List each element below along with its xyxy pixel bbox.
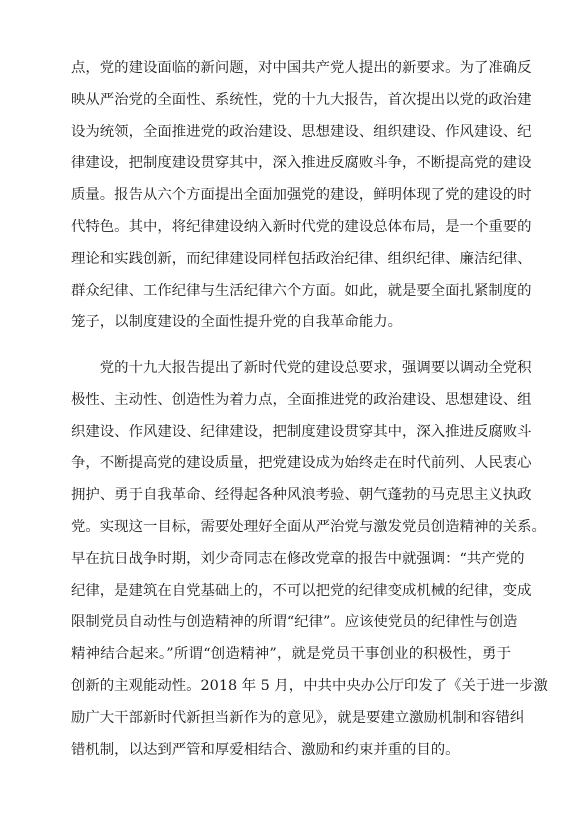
- text-line: 代特色。其中，将纪律建设纳入新时代党的建设总体布局，是一个重要的: [71, 218, 532, 235]
- text-line: 纪律，是建筑在自党基础上的，不可以把党的纪律变成机械的纪律，变成: [71, 582, 532, 599]
- text-line: 拥护、勇于自我革命、经得起各种风浪考验、朝气蓬勃的马克思主义执政: [71, 487, 532, 504]
- text-line: 早在抗日战争时期，刘少奇同志在修改党章的报告中就强调：“共产党的: [71, 550, 525, 567]
- text-line: 质量。报告从六个方面提出全面加强党的建设，鲜明体现了党的建设的时: [71, 187, 532, 204]
- text-line: 群众纪律、工作纪律与生活纪律六个方面。如此，就是要全面扎紧制度的: [71, 282, 532, 299]
- text-line: 精神结合起来。”所谓“创造精神”，就是党员干事创业的积极性，勇于: [71, 646, 511, 663]
- text-line: 理论和实践创新，而纪律建设同样包括政治纪律、组织纪律、廉洁纪律、: [71, 250, 532, 267]
- text-line: 点，党的建设面临的新问题，对中国共产党人提出的新要求。为了准确反: [71, 60, 532, 76]
- text-line: 映从严治党的全面性、系统性，党的十九大报告，首次提出以党的政治建: [71, 91, 532, 108]
- text-line: 党的十九大报告提出了新时代党的建设总要求，强调要以调动全党积: [71, 360, 532, 376]
- text-line: 限制党员自动性与创造精神的所谓“纪律”。应该使党员的纪律性与创造: [71, 614, 518, 631]
- text-line: 织建设、作风建设、纪律建设，把制度建设贯穿其中，深入推进反腐败斗: [71, 423, 532, 440]
- text-line: 党。实现这一目标，需要处理好全面从严治党与激发党员创造精神的关系。: [71, 518, 546, 535]
- text-line: 律建设，把制度建设贯穿其中，深入推进反腐败斗争，不断提高党的建设: [71, 155, 532, 172]
- paragraph-1: [71, 53, 532, 339]
- text-line: 极性、主动性、创造性为着力点，全面推进党的政治建设、思想建设、组: [71, 391, 532, 408]
- text-line: 错机制，以达到严管和厚爱相结合、激励和约束并重的目的。: [71, 741, 460, 758]
- text-line: 设为统领，全面推进党的政治建设、思想建设、组织建设、作风建设、纪: [71, 123, 532, 140]
- text-line: 励广大干部新时代新担当新作为的意见》，就是要建立激励机制和容错纠: [71, 709, 525, 726]
- paragraph-2: [71, 353, 548, 766]
- text-line: 争，不断提高党的建设质量，把党建设成为始终走在时代前列、人民衷心: [71, 455, 532, 472]
- text-line: 笼子，以制度建设的全面性提升党的自我革命能力。: [71, 314, 402, 331]
- text-line: 创新的主观能动性。2018 年 5 月，中共中央办公厅印发了《关于进一步激: [71, 677, 548, 694]
